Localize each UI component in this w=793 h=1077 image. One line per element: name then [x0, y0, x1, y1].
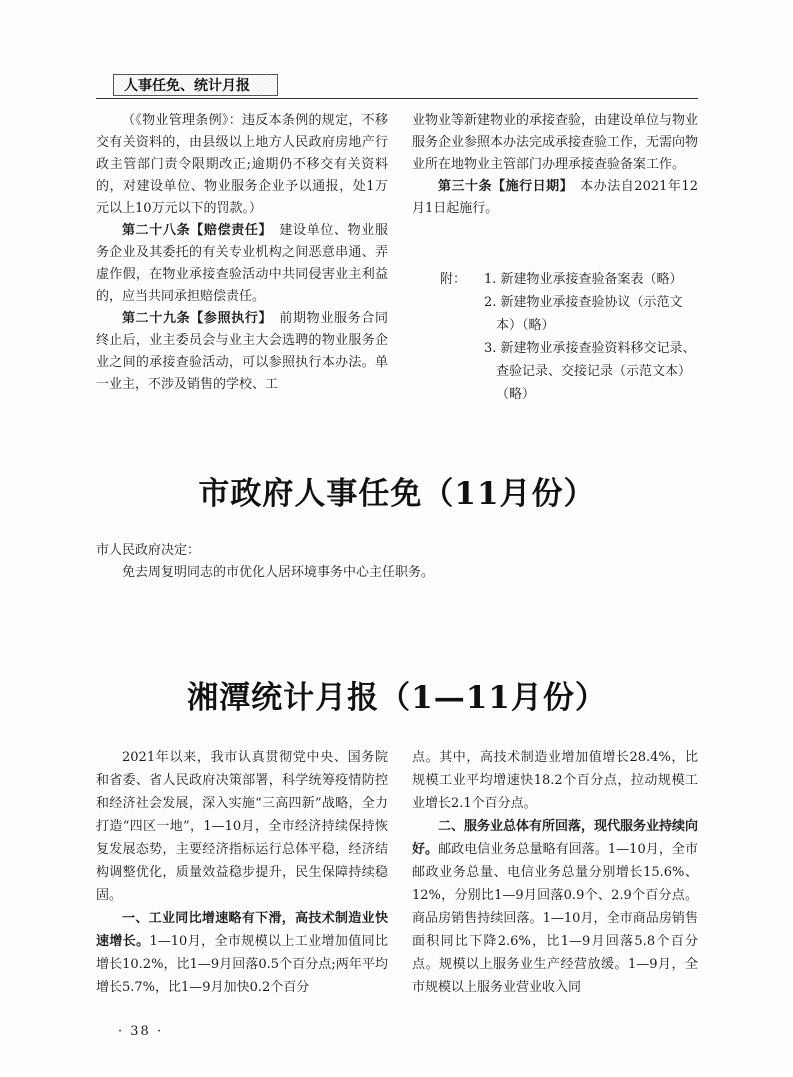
stats-column-right [412, 746, 698, 999]
decision-lead: 市人民政府决定： [96, 543, 201, 558]
article-28-body: 建设单位、物业服务企业及其委托的有关专业机构之间恶意串通、弄虚作假，在物业承接查验活动中共同侵害业主利益的，应当共同承担赔偿责任。 [96, 223, 388, 304]
article-29-heading: 第二十九条【参照执行】 [122, 311, 266, 326]
regulation-note-paragraph: （《物业管理条例》：违反本条例的规定，不移交有关资料的，由县级以上地方人民政府房地产行政主管部门责令限期改正;逾期仍不移交有关资料的，对建设单位、物业服务企业予以通报，处1万元以上10万元以下的罚款。） [96, 113, 388, 216]
attachment-item-3: 3. 新建物业承接查验资料移交记录、 [484, 341, 696, 356]
stats-intro-paragraph: 2021年以来，我市认真贯彻党中央、国务院和省委、省人民政府决策部署，科学统筹疫情防控和经济社会发展，深入实施“三高四新”战略，全力打造“四区一地”，1—10月，全市经济持续保持恢复发展态势，主要经济指标运行总体平稳，经济结构调整优化，质量效益稳步提升，民生保障持续稳固。 [96, 750, 388, 903]
article-29-paragraph [96, 308, 388, 396]
stats-section-1-paragraph [96, 907, 388, 999]
regulation-column-right [412, 110, 698, 220]
stats-section-2-heading: 二、服务业总体有所回落，现代服务业持续向好。 [412, 819, 699, 857]
stats-section-2-paragraph [412, 815, 698, 999]
stats-section-1-body: 1—10月，全市规模以上工业增加值同比增长10.2%，比1—9月回落0.5个百分点;两年平均增长5.7%，比1—9月加快0.2个百分 [96, 934, 388, 995]
stats-title: 湘潭统计月报（1—11月份） [187, 680, 607, 716]
attachment-item-3-cont: 查验记录、交接记录（示范文本）（略） [496, 364, 692, 402]
attachments-lead: 附： [440, 272, 467, 287]
article-28-paragraph [96, 220, 388, 308]
article-28-heading: 第二十八条【赔偿责任】 [122, 223, 266, 238]
page-number: · 38 · [118, 1024, 164, 1039]
article-30-heading: 第三十条【施行日期】 [438, 179, 567, 194]
article-30-paragraph [412, 176, 698, 220]
appointments-decision [96, 540, 698, 584]
attachment-item-1: 1. 新建物业承接查验备案表（略） [484, 272, 683, 287]
stats-section-2-body: 邮政电信业务总量略有回落。1—10月，全市邮政业务总量、电信业务总量分别增长15.6%、12%，分别比1—9月回落0.9个、2.9个百分点。商品房销售持续回落。1—10月，全市商品房销售面积同比下降2.6%，比1—9月回落5.8个百分点。规模以上服务业生产经营放缓。1—9月，全市规模以上服务业营业收入同 [412, 842, 698, 995]
appointments-title: 市政府人事任免（11月份） [198, 476, 596, 512]
attachments-list [440, 268, 700, 406]
article-29-continuation: 业物业等新建物业的承接查验，由建设单位与物业服务企业参照本办法完成承接查验工作，无需向物业所在地物业主管部门办理承接查验备案工作。 [412, 113, 699, 172]
regulation-column-left [96, 110, 388, 396]
header-divider [96, 98, 698, 99]
attachment-item-2: 2. 新建物业承接查验协议（示范文 [484, 295, 683, 310]
article-29-body: 前期物业服务合同终止后，业主委员会与业主大会选聘的物业服务企业之间的承接查验活动，可以参照执行本办法。单一业主，不涉及销售的学校、工 [96, 311, 388, 392]
stats-column-left [96, 746, 388, 999]
article-30-body: 本办法自2021年12月1日起施行。 [412, 179, 698, 216]
stats-section-1-continuation: 点。其中，高技术制造业增加值增长28.4%，比规模工业平均增速快18.2个百分点，拉动规模工业增长2.1个百分点。 [412, 750, 698, 811]
attachment-item-2-cont: 本）（略） [496, 318, 555, 333]
section-header-tab: 人事任免、统计月报 [113, 74, 278, 96]
stats-section-1-heading: 一、工业同比增速略有下滑，高技术制造业快速增长。 [96, 911, 388, 949]
decision-item: 免去周复明同志的市优化人居环境事务中心主任职务。 [122, 565, 435, 580]
